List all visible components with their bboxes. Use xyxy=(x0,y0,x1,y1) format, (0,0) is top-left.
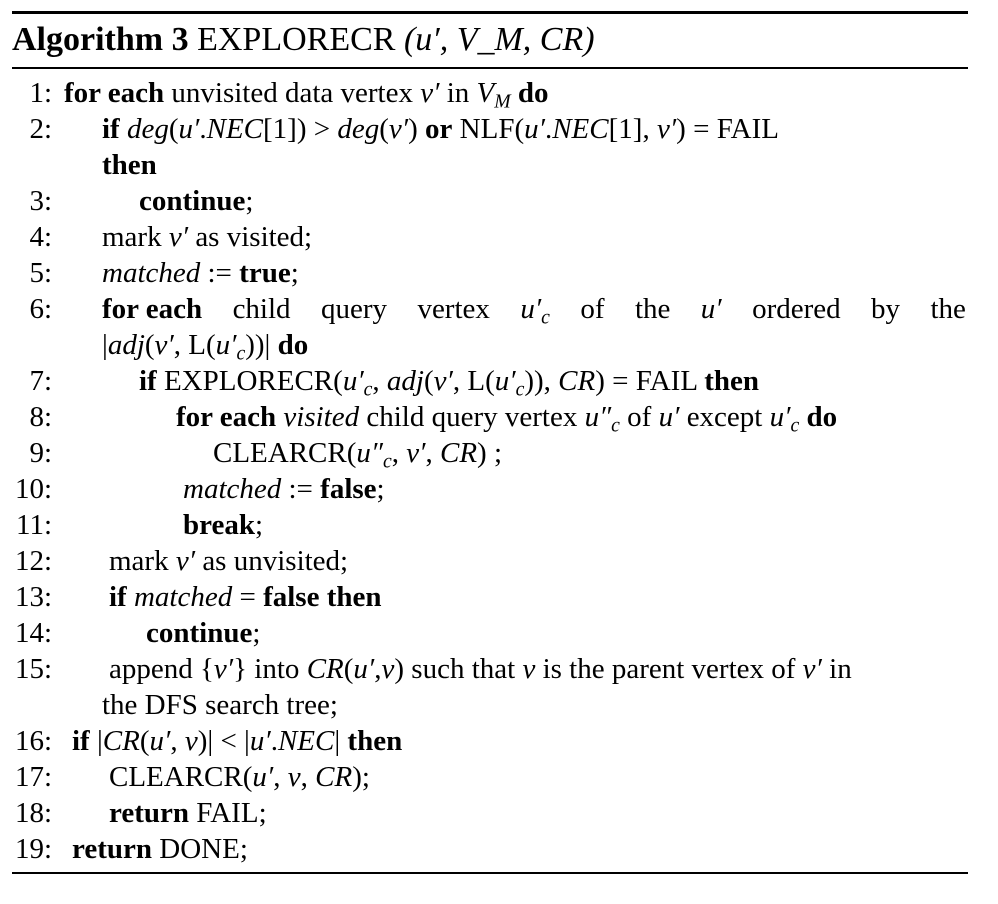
line-number: 17: xyxy=(14,761,52,793)
line-number: 1: xyxy=(29,77,52,109)
algorithm-line-14 xyxy=(0,615,998,651)
line-number: 18: xyxy=(14,797,52,829)
line-number: 6: xyxy=(29,293,52,325)
algorithm-line-12 xyxy=(0,543,998,579)
algorithm-line-6 xyxy=(0,291,998,327)
algorithm-line-16 xyxy=(0,723,998,759)
line-text: matched := true; xyxy=(102,257,299,289)
line-text: |adj(v′, $L(u'_c))|$ do xyxy=(102,329,309,365)
line-text: append {v′} into CR(u′,v) such that v is the parent vertex of v′ in xyxy=(109,653,852,685)
line-text: continue; xyxy=(139,185,254,217)
line-number: 4: xyxy=(29,221,52,253)
line-number: 15: xyxy=(14,653,52,685)
algorithm-line-8 xyxy=(0,399,998,435)
line-number: 7: xyxy=(29,365,52,397)
algorithm-name: EXPLORECR xyxy=(197,21,396,58)
algorithm-caption xyxy=(12,18,595,62)
line-text: if |CR(u′, v)| < |u′.NEC| then xyxy=(72,725,403,757)
line-number: 12: xyxy=(14,545,52,577)
algorithm-label: Algorithm 3 xyxy=(12,21,189,58)
algorithm-line-19 xyxy=(0,831,998,867)
algorithm-line-15 xyxy=(0,651,998,687)
line-number: 5: xyxy=(29,257,52,289)
algorithm-line-17 xyxy=(0,759,998,795)
line-number: 2: xyxy=(29,113,52,145)
line-text: $CLEARCR(u''_c$, v′, CR) ; xyxy=(213,437,503,473)
algorithm-line-1 xyxy=(0,75,998,111)
line-text: mark v′ as visited; xyxy=(102,221,313,253)
algorithm-line-15-cont xyxy=(0,687,998,723)
line-text: for each visited child query vertex $u''_c$ of u′ except $u'_c$ do xyxy=(176,401,838,437)
algorithm-line-4 xyxy=(0,219,998,255)
line-text: break; xyxy=(183,509,264,541)
algorithm-line-7 xyxy=(0,363,998,399)
line-number: 14: xyxy=(14,617,52,649)
algorithm-params: (u′, V_M, CR) xyxy=(403,21,595,58)
algorithm-line-9 xyxy=(0,435,998,471)
line-text: if matched = false then xyxy=(109,581,382,613)
top-rule xyxy=(12,11,968,14)
line-text: return DONE; xyxy=(72,833,248,865)
algorithm-line-2-cont xyxy=(0,147,998,183)
line-number: 16: xyxy=(14,725,52,757)
line-number: 19: xyxy=(14,833,52,865)
algorithm-line-3 xyxy=(0,183,998,219)
line-text: for each unvisited data vertex v′ in $V_M$ do xyxy=(64,77,549,113)
line-number: 13: xyxy=(14,581,52,613)
algorithm-line-11 xyxy=(0,507,998,543)
caption-rule xyxy=(12,67,968,69)
line-number: 3: xyxy=(29,185,52,217)
algorithm-line-13 xyxy=(0,579,998,615)
line-number: 11: xyxy=(16,509,52,541)
bottom-rule xyxy=(12,872,968,874)
line-text: continue; xyxy=(146,617,261,649)
algorithm-line-10 xyxy=(0,471,998,507)
line-text: matched := false; xyxy=(183,473,385,505)
line-text: CLEARCR(u′, v, CR); xyxy=(109,761,370,793)
algorithm-line-6-cont xyxy=(0,327,998,363)
line-text: then xyxy=(102,149,157,181)
line-text: for each child query vertex $u'_c$ of the u′ ordered by the xyxy=(102,293,966,329)
line-text: if deg(u′.NEC[1]) > deg(v′) or NLF(u′.NEC[1], v′) = FAIL xyxy=(102,113,779,145)
line-text: mark v′ as unvisited; xyxy=(109,545,349,577)
line-text: if $EXPLORECR(u'_c$, adj(v′, $L(u'_c)$), CR) = FAIL then xyxy=(139,365,760,401)
algorithm-line-18 xyxy=(0,795,998,831)
line-number: 8: xyxy=(29,401,52,433)
line-text: return FAIL; xyxy=(109,797,267,829)
line-number: 9: xyxy=(29,437,52,469)
algorithm-line-5 xyxy=(0,255,998,291)
algorithm-line-2 xyxy=(0,111,998,147)
line-number: 10: xyxy=(14,473,52,505)
line-text: the DFS search tree; xyxy=(102,689,338,721)
